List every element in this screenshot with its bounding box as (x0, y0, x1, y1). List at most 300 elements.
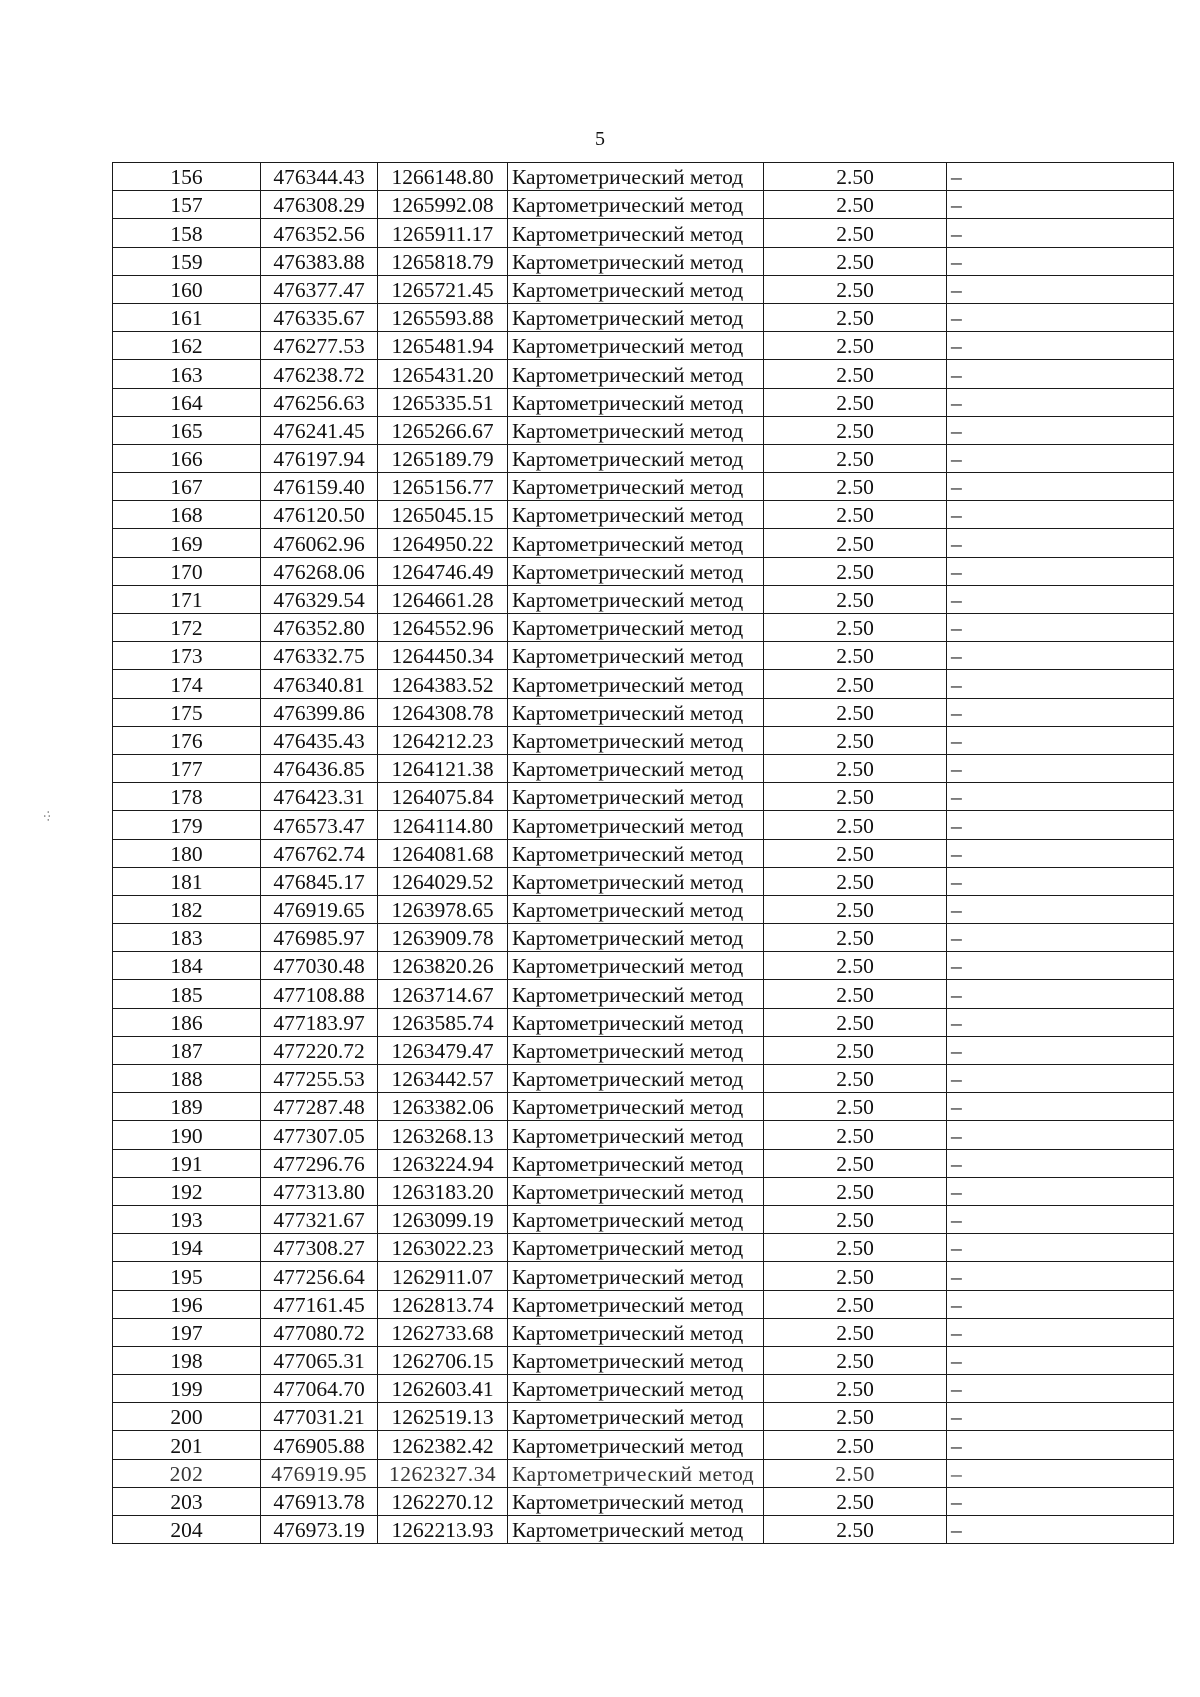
table-row (113, 1487, 1174, 1515)
x-coordinate-cell: 476352.56 (261, 219, 378, 247)
x-coordinate-cell: 477080.72 (261, 1318, 378, 1346)
x-coordinate-cell: 477220.72 (261, 1036, 378, 1064)
x-coordinate-cell: 477161.45 (261, 1290, 378, 1318)
method-cell: Картометрический метод (508, 1262, 764, 1290)
note-cell: – (947, 839, 1174, 867)
x-coordinate-cell: 476159.40 (261, 473, 378, 501)
method-cell: Картометрический метод (508, 444, 764, 472)
y-coordinate-cell: 1263022.23 (378, 1234, 508, 1262)
table-row (113, 557, 1174, 585)
method-cell: Картометрический метод (508, 1149, 764, 1177)
x-coordinate-cell: 476120.50 (261, 501, 378, 529)
note-cell: – (947, 1008, 1174, 1036)
y-coordinate-cell: 1265721.45 (378, 275, 508, 303)
y-coordinate-cell: 1263224.94 (378, 1149, 508, 1177)
point-number-cell: 177 (113, 754, 261, 782)
x-coordinate-cell: 476256.63 (261, 388, 378, 416)
point-number-cell: 203 (113, 1487, 261, 1515)
x-coordinate-cell: 476905.88 (261, 1431, 378, 1459)
accuracy-cell: 2.50 (764, 867, 947, 895)
point-number-cell: 192 (113, 1177, 261, 1205)
point-number-cell: 181 (113, 867, 261, 895)
accuracy-cell: 2.50 (764, 557, 947, 585)
x-coordinate-cell: 476399.86 (261, 698, 378, 726)
x-coordinate-cell: 476377.47 (261, 275, 378, 303)
x-coordinate-cell: 477108.88 (261, 980, 378, 1008)
method-cell: Картометрический метод (508, 191, 764, 219)
accuracy-cell: 2.50 (764, 388, 947, 416)
y-coordinate-cell: 1263479.47 (378, 1036, 508, 1064)
table-row (113, 1290, 1174, 1318)
note-cell: – (947, 388, 1174, 416)
note-cell: – (947, 1262, 1174, 1290)
y-coordinate-cell: 1265189.79 (378, 444, 508, 472)
accuracy-cell: 2.50 (764, 416, 947, 444)
x-coordinate-cell: 476329.54 (261, 585, 378, 613)
point-number-cell: 172 (113, 614, 261, 642)
method-cell: Картометрический метод (508, 557, 764, 585)
note-cell: – (947, 1431, 1174, 1459)
accuracy-cell: 2.50 (764, 1516, 947, 1544)
method-cell: Картометрический метод (508, 247, 764, 275)
note-cell: – (947, 1375, 1174, 1403)
note-cell: – (947, 501, 1174, 529)
y-coordinate-cell: 1264121.38 (378, 754, 508, 782)
x-coordinate-cell: 476919.65 (261, 895, 378, 923)
method-cell: Картометрический метод (508, 1121, 764, 1149)
table-row (113, 416, 1174, 444)
point-number-cell: 184 (113, 952, 261, 980)
method-cell: Картометрический метод (508, 1346, 764, 1374)
point-number-cell: 164 (113, 388, 261, 416)
accuracy-cell: 2.50 (764, 1459, 947, 1487)
point-number-cell: 201 (113, 1431, 261, 1459)
accuracy-cell: 2.50 (764, 1431, 947, 1459)
method-cell: Картометрический метод (508, 529, 764, 557)
y-coordinate-cell: 1263268.13 (378, 1121, 508, 1149)
note-cell: – (947, 1093, 1174, 1121)
note-cell: – (947, 783, 1174, 811)
point-number-cell: 189 (113, 1093, 261, 1121)
method-cell: Картометрический метод (508, 1093, 764, 1121)
table-row (113, 219, 1174, 247)
note-cell: – (947, 867, 1174, 895)
method-cell: Картометрический метод (508, 1375, 764, 1403)
table-row (113, 726, 1174, 754)
x-coordinate-cell: 476845.17 (261, 867, 378, 895)
note-cell: – (947, 924, 1174, 952)
table-row (113, 1375, 1174, 1403)
table-row (113, 754, 1174, 782)
point-number-cell: 197 (113, 1318, 261, 1346)
point-number-cell: 162 (113, 332, 261, 360)
page-number: 5 (595, 128, 605, 150)
accuracy-cell: 2.50 (764, 1205, 947, 1233)
method-cell: Картометрический метод (508, 1516, 764, 1544)
accuracy-cell: 2.50 (764, 163, 947, 191)
y-coordinate-cell: 1265992.08 (378, 191, 508, 219)
method-cell: Картометрический метод (508, 360, 764, 388)
note-cell: – (947, 1487, 1174, 1515)
x-coordinate-cell: 477255.53 (261, 1065, 378, 1093)
method-cell: Картометрический метод (508, 1205, 764, 1233)
x-coordinate-cell: 477296.76 (261, 1149, 378, 1177)
note-cell: – (947, 698, 1174, 726)
note-cell: – (947, 895, 1174, 923)
table-row (113, 332, 1174, 360)
x-coordinate-cell: 477183.97 (261, 1008, 378, 1036)
point-number-cell: 159 (113, 247, 261, 275)
accuracy-cell: 2.50 (764, 191, 947, 219)
x-coordinate-cell: 476277.53 (261, 332, 378, 360)
table-row (113, 1262, 1174, 1290)
table-row (113, 1121, 1174, 1149)
x-coordinate-cell: 477313.80 (261, 1177, 378, 1205)
note-cell: – (947, 303, 1174, 331)
x-coordinate-cell: 476573.47 (261, 811, 378, 839)
accuracy-cell: 2.50 (764, 754, 947, 782)
point-number-cell: 204 (113, 1516, 261, 1544)
y-coordinate-cell: 1264746.49 (378, 557, 508, 585)
y-coordinate-cell: 1266148.80 (378, 163, 508, 191)
point-number-cell: 191 (113, 1149, 261, 1177)
y-coordinate-cell: 1263183.20 (378, 1177, 508, 1205)
method-cell: Картометрический метод (508, 163, 764, 191)
method-cell: Картометрический метод (508, 924, 764, 952)
accuracy-cell: 2.50 (764, 1121, 947, 1149)
accuracy-cell: 2.50 (764, 473, 947, 501)
table-row (113, 895, 1174, 923)
y-coordinate-cell: 1264661.28 (378, 585, 508, 613)
x-coordinate-cell: 476197.94 (261, 444, 378, 472)
y-coordinate-cell: 1264029.52 (378, 867, 508, 895)
method-cell: Картометрический метод (508, 1459, 764, 1487)
note-cell: – (947, 473, 1174, 501)
method-cell: Картометрический метод (508, 1318, 764, 1346)
note-cell: – (947, 670, 1174, 698)
x-coordinate-cell: 476238.72 (261, 360, 378, 388)
x-coordinate-cell: 476332.75 (261, 642, 378, 670)
accuracy-cell: 2.50 (764, 360, 947, 388)
y-coordinate-cell: 1265481.94 (378, 332, 508, 360)
table-row (113, 1036, 1174, 1064)
accuracy-cell: 2.50 (764, 332, 947, 360)
table-row (113, 1149, 1174, 1177)
x-coordinate-cell: 476062.96 (261, 529, 378, 557)
margin-mark: ·:· (41, 809, 57, 823)
y-coordinate-cell: 1264114.80 (378, 811, 508, 839)
y-coordinate-cell: 1265593.88 (378, 303, 508, 331)
point-number-cell: 161 (113, 303, 261, 331)
method-cell: Картометрический метод (508, 1403, 764, 1431)
method-cell: Картометрический метод (508, 1036, 764, 1064)
method-cell: Картометрический метод (508, 1065, 764, 1093)
point-number-cell: 202 (113, 1459, 261, 1487)
method-cell: Картометрический метод (508, 219, 764, 247)
method-cell: Картометрический метод (508, 952, 764, 980)
point-number-cell: 186 (113, 1008, 261, 1036)
note-cell: – (947, 219, 1174, 247)
point-number-cell: 188 (113, 1065, 261, 1093)
table-row (113, 360, 1174, 388)
table-row (113, 1516, 1174, 1544)
table-row (113, 839, 1174, 867)
x-coordinate-cell: 477287.48 (261, 1093, 378, 1121)
x-coordinate-cell: 476435.43 (261, 726, 378, 754)
method-cell: Картометрический метод (508, 811, 764, 839)
accuracy-cell: 2.50 (764, 980, 947, 1008)
point-number-cell: 156 (113, 163, 261, 191)
y-coordinate-cell: 1263099.19 (378, 1205, 508, 1233)
accuracy-cell: 2.50 (764, 1290, 947, 1318)
x-coordinate-cell: 476308.29 (261, 191, 378, 219)
note-cell: – (947, 614, 1174, 642)
accuracy-cell: 2.50 (764, 811, 947, 839)
point-number-cell: 190 (113, 1121, 261, 1149)
accuracy-cell: 2.50 (764, 529, 947, 557)
table-row (113, 473, 1174, 501)
y-coordinate-cell: 1263978.65 (378, 895, 508, 923)
note-cell: – (947, 1149, 1174, 1177)
table-row (113, 614, 1174, 642)
accuracy-cell: 2.50 (764, 501, 947, 529)
method-cell: Картометрический метод (508, 839, 764, 867)
y-coordinate-cell: 1262813.74 (378, 1290, 508, 1318)
accuracy-cell: 2.50 (764, 1262, 947, 1290)
method-cell: Картометрический метод (508, 275, 764, 303)
table-row (113, 698, 1174, 726)
accuracy-cell: 2.50 (764, 247, 947, 275)
accuracy-cell: 2.50 (764, 1177, 947, 1205)
note-cell: – (947, 1403, 1174, 1431)
table-row (113, 163, 1174, 191)
point-number-cell: 180 (113, 839, 261, 867)
x-coordinate-cell: 476985.97 (261, 924, 378, 952)
x-coordinate-cell: 476352.80 (261, 614, 378, 642)
point-number-cell: 157 (113, 191, 261, 219)
method-cell: Картометрический метод (508, 1487, 764, 1515)
y-coordinate-cell: 1265335.51 (378, 388, 508, 416)
note-cell: – (947, 1036, 1174, 1064)
table-row (113, 1008, 1174, 1036)
accuracy-cell: 2.50 (764, 642, 947, 670)
accuracy-cell: 2.50 (764, 219, 947, 247)
method-cell: Картометрический метод (508, 1431, 764, 1459)
note-cell: – (947, 444, 1174, 472)
y-coordinate-cell: 1264383.52 (378, 670, 508, 698)
method-cell: Картометрический метод (508, 332, 764, 360)
method-cell: Картометрический метод (508, 303, 764, 331)
point-number-cell: 196 (113, 1290, 261, 1318)
point-number-cell: 165 (113, 416, 261, 444)
accuracy-cell: 2.50 (764, 924, 947, 952)
x-coordinate-cell: 476344.43 (261, 163, 378, 191)
point-number-cell: 167 (113, 473, 261, 501)
point-number-cell: 199 (113, 1375, 261, 1403)
accuracy-cell: 2.50 (764, 1487, 947, 1515)
y-coordinate-cell: 1263585.74 (378, 1008, 508, 1036)
accuracy-cell: 2.50 (764, 1065, 947, 1093)
x-coordinate-cell: 476268.06 (261, 557, 378, 585)
point-number-cell: 185 (113, 980, 261, 1008)
note-cell: – (947, 163, 1174, 191)
y-coordinate-cell: 1264450.34 (378, 642, 508, 670)
point-number-cell: 182 (113, 895, 261, 923)
table-row (113, 1459, 1174, 1487)
accuracy-cell: 2.50 (764, 895, 947, 923)
point-number-cell: 166 (113, 444, 261, 472)
note-cell: – (947, 416, 1174, 444)
x-coordinate-cell: 476913.78 (261, 1487, 378, 1515)
table-row (113, 1177, 1174, 1205)
point-number-cell: 198 (113, 1346, 261, 1374)
coordinates-table-body (113, 163, 1174, 1544)
x-coordinate-cell: 477064.70 (261, 1375, 378, 1403)
note-cell: – (947, 360, 1174, 388)
accuracy-cell: 2.50 (764, 1375, 947, 1403)
table-row (113, 783, 1174, 811)
y-coordinate-cell: 1263442.57 (378, 1065, 508, 1093)
note-cell: – (947, 1516, 1174, 1544)
accuracy-cell: 2.50 (764, 670, 947, 698)
x-coordinate-cell: 477065.31 (261, 1346, 378, 1374)
point-number-cell: 179 (113, 811, 261, 839)
x-coordinate-cell: 476335.67 (261, 303, 378, 331)
method-cell: Картометрический метод (508, 388, 764, 416)
accuracy-cell: 2.50 (764, 1346, 947, 1374)
note-cell: – (947, 1177, 1174, 1205)
y-coordinate-cell: 1265045.15 (378, 501, 508, 529)
note-cell: – (947, 247, 1174, 275)
table-row (113, 529, 1174, 557)
coordinates-table (112, 162, 1174, 1544)
point-number-cell: 195 (113, 1262, 261, 1290)
y-coordinate-cell: 1262911.07 (378, 1262, 508, 1290)
table-row (113, 1093, 1174, 1121)
point-number-cell: 171 (113, 585, 261, 613)
method-cell: Картометрический метод (508, 980, 764, 1008)
method-cell: Картометрический метод (508, 642, 764, 670)
note-cell: – (947, 1290, 1174, 1318)
table-row (113, 501, 1174, 529)
method-cell: Картометрический метод (508, 783, 764, 811)
note-cell: – (947, 1121, 1174, 1149)
method-cell: Картометрический метод (508, 867, 764, 895)
note-cell: – (947, 811, 1174, 839)
table-row (113, 642, 1174, 670)
method-cell: Картометрический метод (508, 1177, 764, 1205)
note-cell: – (947, 191, 1174, 219)
point-number-cell: 169 (113, 529, 261, 557)
x-coordinate-cell: 477308.27 (261, 1234, 378, 1262)
accuracy-cell: 2.50 (764, 698, 947, 726)
x-coordinate-cell: 476919.95 (261, 1459, 378, 1487)
method-cell: Картометрический метод (508, 473, 764, 501)
y-coordinate-cell: 1264552.96 (378, 614, 508, 642)
table-row (113, 1318, 1174, 1346)
note-cell: – (947, 275, 1174, 303)
method-cell: Картометрический метод (508, 895, 764, 923)
point-number-cell: 163 (113, 360, 261, 388)
table-row (113, 303, 1174, 331)
y-coordinate-cell: 1265266.67 (378, 416, 508, 444)
method-cell: Картометрический метод (508, 416, 764, 444)
method-cell: Картометрический метод (508, 585, 764, 613)
point-number-cell: 170 (113, 557, 261, 585)
accuracy-cell: 2.50 (764, 952, 947, 980)
y-coordinate-cell: 1262213.93 (378, 1516, 508, 1544)
method-cell: Картометрический метод (508, 670, 764, 698)
accuracy-cell: 2.50 (764, 1036, 947, 1064)
x-coordinate-cell: 476383.88 (261, 247, 378, 275)
method-cell: Картометрический метод (508, 726, 764, 754)
method-cell: Картометрический метод (508, 754, 764, 782)
table-row (113, 1346, 1174, 1374)
accuracy-cell: 2.50 (764, 614, 947, 642)
accuracy-cell: 2.50 (764, 1149, 947, 1177)
method-cell: Картометрический метод (508, 1290, 764, 1318)
point-number-cell: 187 (113, 1036, 261, 1064)
table-row (113, 1234, 1174, 1262)
y-coordinate-cell: 1262519.13 (378, 1403, 508, 1431)
y-coordinate-cell: 1262706.15 (378, 1346, 508, 1374)
note-cell: – (947, 1318, 1174, 1346)
method-cell: Картометрический метод (508, 1008, 764, 1036)
note-cell: – (947, 754, 1174, 782)
table-row (113, 952, 1174, 980)
note-cell: – (947, 952, 1174, 980)
x-coordinate-cell: 476436.85 (261, 754, 378, 782)
x-coordinate-cell: 476340.81 (261, 670, 378, 698)
y-coordinate-cell: 1264212.23 (378, 726, 508, 754)
table-row (113, 1431, 1174, 1459)
table-row (113, 811, 1174, 839)
table-row (113, 191, 1174, 219)
table-row (113, 1403, 1174, 1431)
note-cell: – (947, 1459, 1174, 1487)
point-number-cell: 178 (113, 783, 261, 811)
note-cell: – (947, 557, 1174, 585)
method-cell: Картометрический метод (508, 698, 764, 726)
y-coordinate-cell: 1262733.68 (378, 1318, 508, 1346)
point-number-cell: 158 (113, 219, 261, 247)
point-number-cell: 175 (113, 698, 261, 726)
accuracy-cell: 2.50 (764, 1093, 947, 1121)
y-coordinate-cell: 1262603.41 (378, 1375, 508, 1403)
y-coordinate-cell: 1262382.42 (378, 1431, 508, 1459)
y-coordinate-cell: 1262327.34 (378, 1459, 508, 1487)
note-cell: – (947, 1234, 1174, 1262)
point-number-cell: 174 (113, 670, 261, 698)
y-coordinate-cell: 1263909.78 (378, 924, 508, 952)
note-cell: – (947, 980, 1174, 1008)
table-row (113, 388, 1174, 416)
x-coordinate-cell: 476423.31 (261, 783, 378, 811)
x-coordinate-cell: 477321.67 (261, 1205, 378, 1233)
method-cell: Картометрический метод (508, 614, 764, 642)
y-coordinate-cell: 1263382.06 (378, 1093, 508, 1121)
point-number-cell: 168 (113, 501, 261, 529)
method-cell: Картометрический метод (508, 501, 764, 529)
y-coordinate-cell: 1265911.17 (378, 219, 508, 247)
table-row (113, 980, 1174, 1008)
x-coordinate-cell: 477256.64 (261, 1262, 378, 1290)
accuracy-cell: 2.50 (764, 1008, 947, 1036)
table-row (113, 670, 1174, 698)
point-number-cell: 183 (113, 924, 261, 952)
accuracy-cell: 2.50 (764, 1403, 947, 1431)
y-coordinate-cell: 1265818.79 (378, 247, 508, 275)
